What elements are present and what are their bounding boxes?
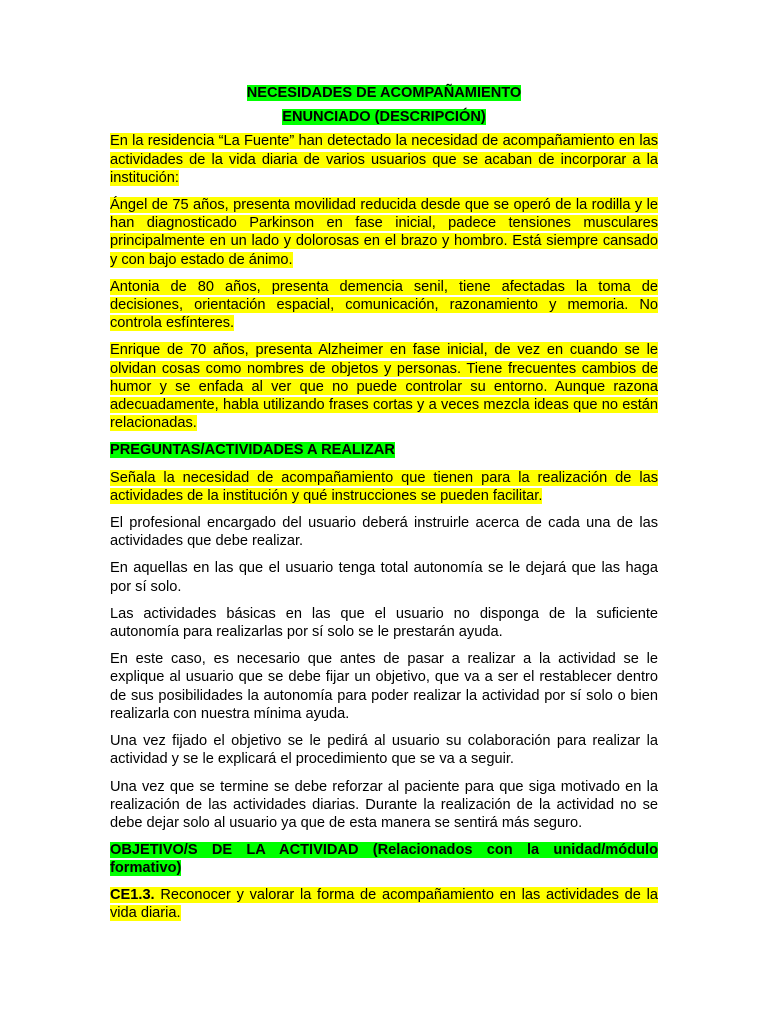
- section-heading-enunciado: ENUNCIADO (DESCRIPCIÓN): [282, 109, 486, 126]
- answer-paragraph: Las actividades básicas en las que el usuario no disponga de la suficiente autonomía para realizarlas por sí solo se le prestarán ayuda.: [110, 605, 658, 641]
- subtitle-line: [110, 108, 658, 126]
- case-text: Antonia de 80 años, presenta demencia senil, tiene afectadas la toma de decisiones, orientación espacial, comunicación, razonamiento y memoria. No controla esfínteres.: [110, 278, 658, 332]
- answer-paragraph: Una vez que se termine se debe reforzar al paciente para que siga motivado en la realización de las actividades diarias. Durante la realización de la actividad no se debe dejar solo al usuario ya que de esta manera se sentirá más seguro.: [110, 778, 658, 831]
- questions-heading-line: [110, 441, 658, 459]
- intro-paragraph: [110, 132, 658, 187]
- question-paragraph: [110, 469, 658, 505]
- intro-text: En la residencia “La Fuente” han detectado la necesidad de acompañamiento en las actividades de la vida diaria de varios usuarios que se acaban de incorporar a la institución:: [110, 133, 658, 186]
- answer-paragraph: En este caso, es necesario que antes de pasar a realizar a la actividad se le explique al usuario que se debe fijar un objetivo, que va a ser el restablecer dentro de sus posibilidades la autonomía para poder realizar la actividad por sí solo o bien realizarla con nuestra mínima ayuda.: [110, 651, 658, 722]
- document-title: NECESIDADES DE ACOMPAÑAMIENTO: [246, 85, 522, 101]
- section-heading-objetivo: OBJETIVO/S DE LA ACTIVIDAD (Relacionados con la unidad/módulo formativo): [110, 842, 658, 877]
- answer-paragraph: En aquellas en las que el usuario tenga total autonomía se le dejará que las haga por sí solo.: [110, 560, 658, 595]
- criterion-paragraph: [110, 886, 658, 922]
- case-paragraph-enrique: [110, 341, 658, 432]
- document-body: [110, 84, 658, 931]
- question-text: Señala la necesidad de acompañamiento que tienen para la realización de las actividades de la institución y qué instrucciones se pueden facilitar.: [110, 469, 658, 504]
- case-text: Enrique de 70 años, presenta Alzheimer en fase inicial, de vez en cuando se le olvidan cosas como nombres de objetos y personas. Tiene frecuentes cambios de humor y se enfada al ver que no puede controlar su entorno. Aunque razona adecuadamente, habla utilizando frases cortas y a veces mezcla ideas que no están relacionadas.: [110, 342, 658, 432]
- case-paragraph-antonia: [110, 278, 658, 333]
- case-paragraph-angel: [110, 196, 658, 269]
- case-text: Ángel de 75 años, presenta movilidad reducida desde que se operó de la rodilla y le han diagnosticado Parkinson en fase inicial, padece tensiones musculares principalmente en un lado y dolorosas en el brazo y hombro. Está siempre cansado y con bajo estado de ánimo.: [110, 197, 658, 268]
- objective-heading-line: [110, 841, 658, 877]
- answer-paragraph: Una vez fijado el objetivo se le pedirá al usuario su colaboración para realizar la actividad y se le explicará el procedimiento que se va a seguir.: [110, 733, 658, 768]
- section-heading-preguntas: PREGUNTAS/ACTIVIDADES A REALIZAR: [110, 442, 395, 459]
- criterion-text: Reconocer y valorar la forma de acompañamiento en las actividades de la vida diaria.: [110, 886, 658, 921]
- criterion-highlight: [110, 887, 658, 921]
- criterion-code: CE1.3.: [110, 886, 155, 903]
- answer-paragraph: El profesional encargado del usuario deberá instruirle acerca de cada una de las actividades que debe realizar.: [110, 515, 658, 550]
- document-title-line: [110, 84, 658, 102]
